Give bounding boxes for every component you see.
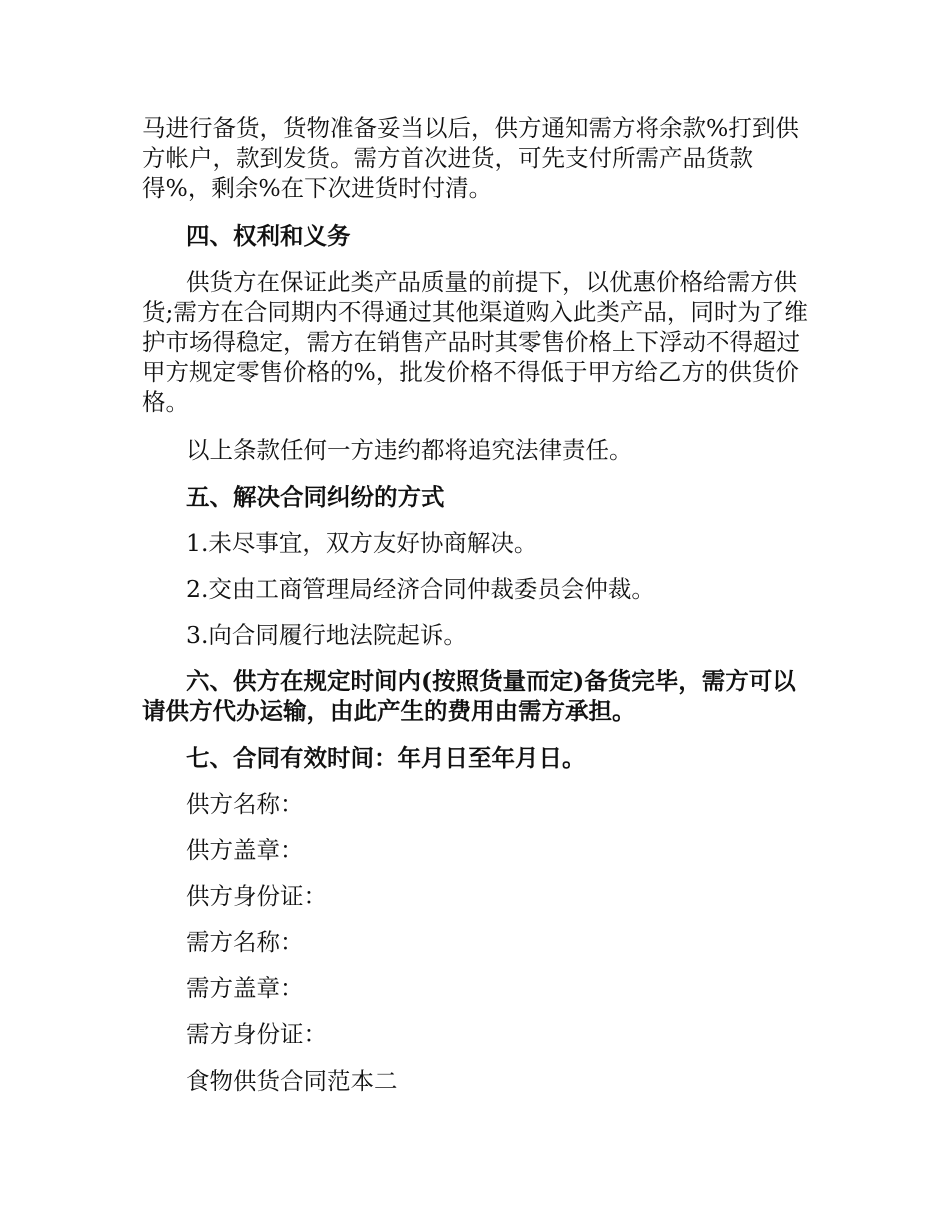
supplier-name-field: 供方名称： [186,790,304,818]
section-4-body: 供货方在保证此类产品质量的前提下，以优惠价格给需方供货;需方在合同期内不得通过其他渠道购入此类产品，同时为了维护市场得稳定，需方在销售产品时其零售价格上下浮动不得超过甲方规定零售价格的%，批发价格不得低于甲方给乙方的供货价格。 [142,268,808,416]
section-5-item-2: 2.交由工商管理局经济合同仲裁委员会仲裁。 [186,575,655,603]
buyer-seal-field: 需方盖章： [186,974,304,1002]
paragraph-payment-terms: 马进行备货，货物准备妥当以后，供方通知需方将余款%打到供方帐户，款到发货。需方首次进货，可先支付所需产品货款得%，剩余%在下次进货时付清。 [142,114,799,202]
section-7: 七、合同有效时间：年月日至年月日。 [186,744,586,772]
section-4-title: 四、权利和义务 [186,222,351,250]
section-5-item-1: 1.未尽事宜，双方友好协商解决。 [186,529,538,557]
section-6: 六、供方在规定时间内(按照货量而定)备货完毕，需方可以请供方代办运输，由此产生的费用由需方承担。 [142,667,796,725]
buyer-name-field: 需方名称： [186,928,304,956]
section-5-title: 五、解决合同纠纷的方式 [186,483,445,511]
buyer-id-field: 需方身份证： [186,1020,327,1048]
section-5-item-3: 3.向合同履行地法院起诉。 [186,621,467,649]
next-contract-title: 食物供货合同范本二 [186,1067,398,1095]
breach-note: 以上条款任何一方违约都将追究法律责任。 [186,436,633,464]
supplier-seal-field: 供方盖章： [186,836,304,864]
supplier-id-field: 供方身份证： [186,882,327,910]
